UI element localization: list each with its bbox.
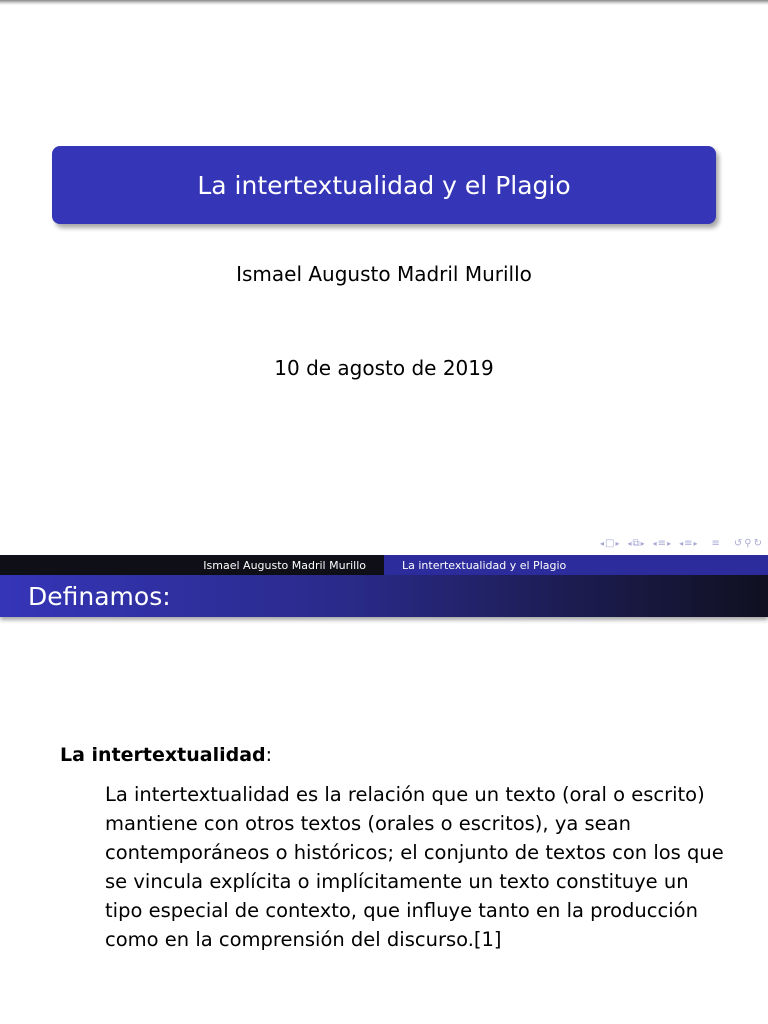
definition-text: La intertextualidad es la relación que un texto (oral o escrito) mantiene con otros textos (orales o escritos), ya sean contemporáneos o históricos; el conjunto de textos con los que se vincula explícita o implícitamente un texto constituye un tipo especial de contexto, que influye tanto en la producción como en la comprensión del discurso.[1] <box>105 783 724 951</box>
author-name: Ismael Augusto Madril Murillo <box>236 262 532 286</box>
presentation-title: La intertextualidad y el Plagio <box>197 170 571 200</box>
title-box <box>52 146 716 224</box>
nav-back-icon[interactable]: ↺ <box>733 537 743 549</box>
nav-frame-icon[interactable]: ◂ □ ▸ <box>600 537 620 549</box>
term-bold: La intertextualidad <box>60 744 266 766</box>
nav-subsection-icon[interactable]: ◂ ⧉ ▸ <box>627 537 645 549</box>
nav-search-icon[interactable]: ⚲ <box>744 537 752 549</box>
footline-author <box>0 555 384 575</box>
nav-section-icon[interactable]: ◂ ≡ ▸ <box>652 537 672 549</box>
footline-title <box>384 555 768 575</box>
nav-forward-icon[interactable]: ↻ <box>753 537 762 549</box>
footline-title-text: La intertextualidad y el Plagio <box>402 558 567 572</box>
presentation-date: 10 de agosto de 2019 <box>274 356 494 380</box>
frame-title: Definamos: <box>28 581 171 611</box>
footline <box>0 555 768 575</box>
footline-author-text: Ismael Augusto Madril Murillo <box>203 558 366 572</box>
definition-term <box>60 744 272 766</box>
beamer-navigation-bar <box>594 536 762 550</box>
frame-title-bar <box>0 575 768 617</box>
term-colon: : <box>265 744 273 766</box>
nav-document-icon[interactable]: ◂ ≡ ▸ <box>679 537 698 549</box>
nav-toc-icon[interactable]: ≡ <box>711 537 720 549</box>
